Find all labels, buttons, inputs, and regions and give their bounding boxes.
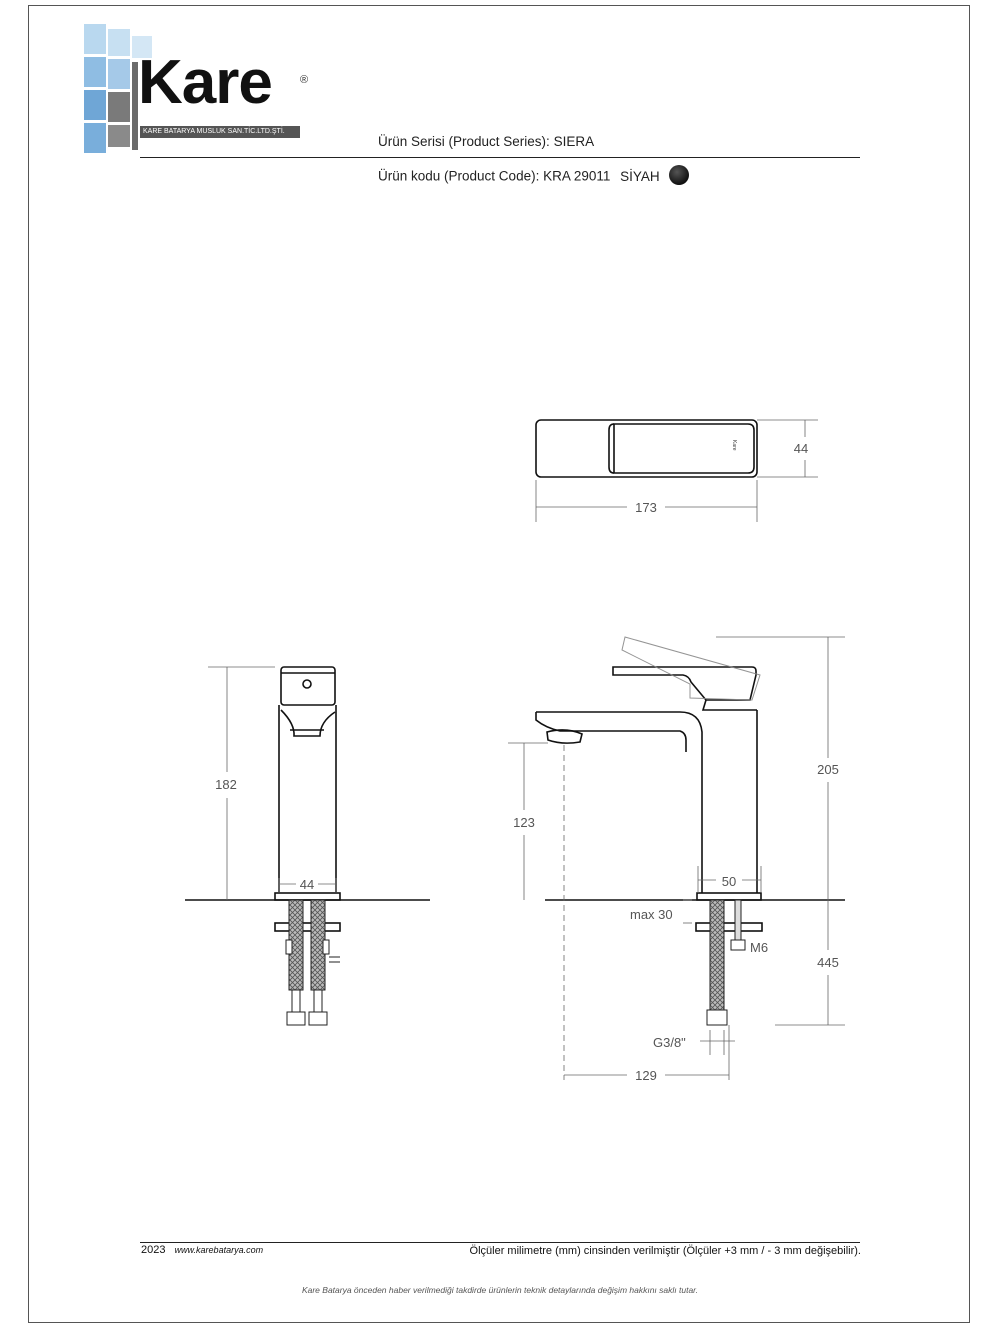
svg-text:Kare: Kare (731, 440, 737, 451)
brand-wordmark: Kare (138, 48, 272, 117)
dim-front-base: 50 (721, 874, 737, 889)
footer-left (141, 1244, 263, 1256)
footer-note: Ölçüler milimetre (mm) cinsinden verilmiştir (Ölçüler +3 mm / - 3 mm değişebilir). (469, 1245, 861, 1257)
front-view (536, 667, 845, 931)
dim-thread: G3/8" (653, 1035, 686, 1050)
front-handle-ghost (622, 637, 760, 700)
dim-bolt: M6 (750, 940, 769, 955)
dim-front-total-height: 205 (817, 762, 839, 777)
side-hoses (286, 900, 340, 1025)
top-view (536, 420, 757, 477)
footer-disclaimer: Kare Batarya önceden haber verilmediği takdirde ürünlerin teknik detaylarında değişim hakkını saklı tutar. (301, 1285, 699, 1295)
dim-reach: 129 (635, 1068, 657, 1083)
footer-year: 2023 (141, 1244, 166, 1256)
dim-side-height: 182 (215, 777, 237, 792)
series-value: SIERA (553, 134, 595, 149)
dim-max-counter: max 30 (630, 907, 673, 922)
code-value: KRA 29011 (543, 168, 611, 184)
footer-rule (140, 1242, 860, 1243)
dim-front-spout-height: 123 (513, 815, 535, 830)
registered-mark: ® (300, 74, 309, 86)
brand-tagline: KARE BATARYA MUSLUK SAN.TİC.LTD.ŞTİ. (140, 126, 300, 138)
dim-top-width: 173 (635, 500, 657, 515)
code-label: Ürün kodu (Product Code): (378, 168, 540, 184)
dim-side-base: 44 (299, 877, 315, 892)
dim-hose-length: 445 (817, 955, 839, 970)
top-view-dims (536, 420, 818, 522)
color-value: SİYAH (620, 168, 660, 184)
footer-website: www.karebatarya.com (174, 1245, 264, 1255)
dim-top-depth: 44 (793, 441, 809, 456)
series-label: Ürün Serisi (Product Series): (378, 134, 550, 149)
front-hoses (707, 900, 745, 1025)
front-view-dims (508, 637, 845, 1080)
